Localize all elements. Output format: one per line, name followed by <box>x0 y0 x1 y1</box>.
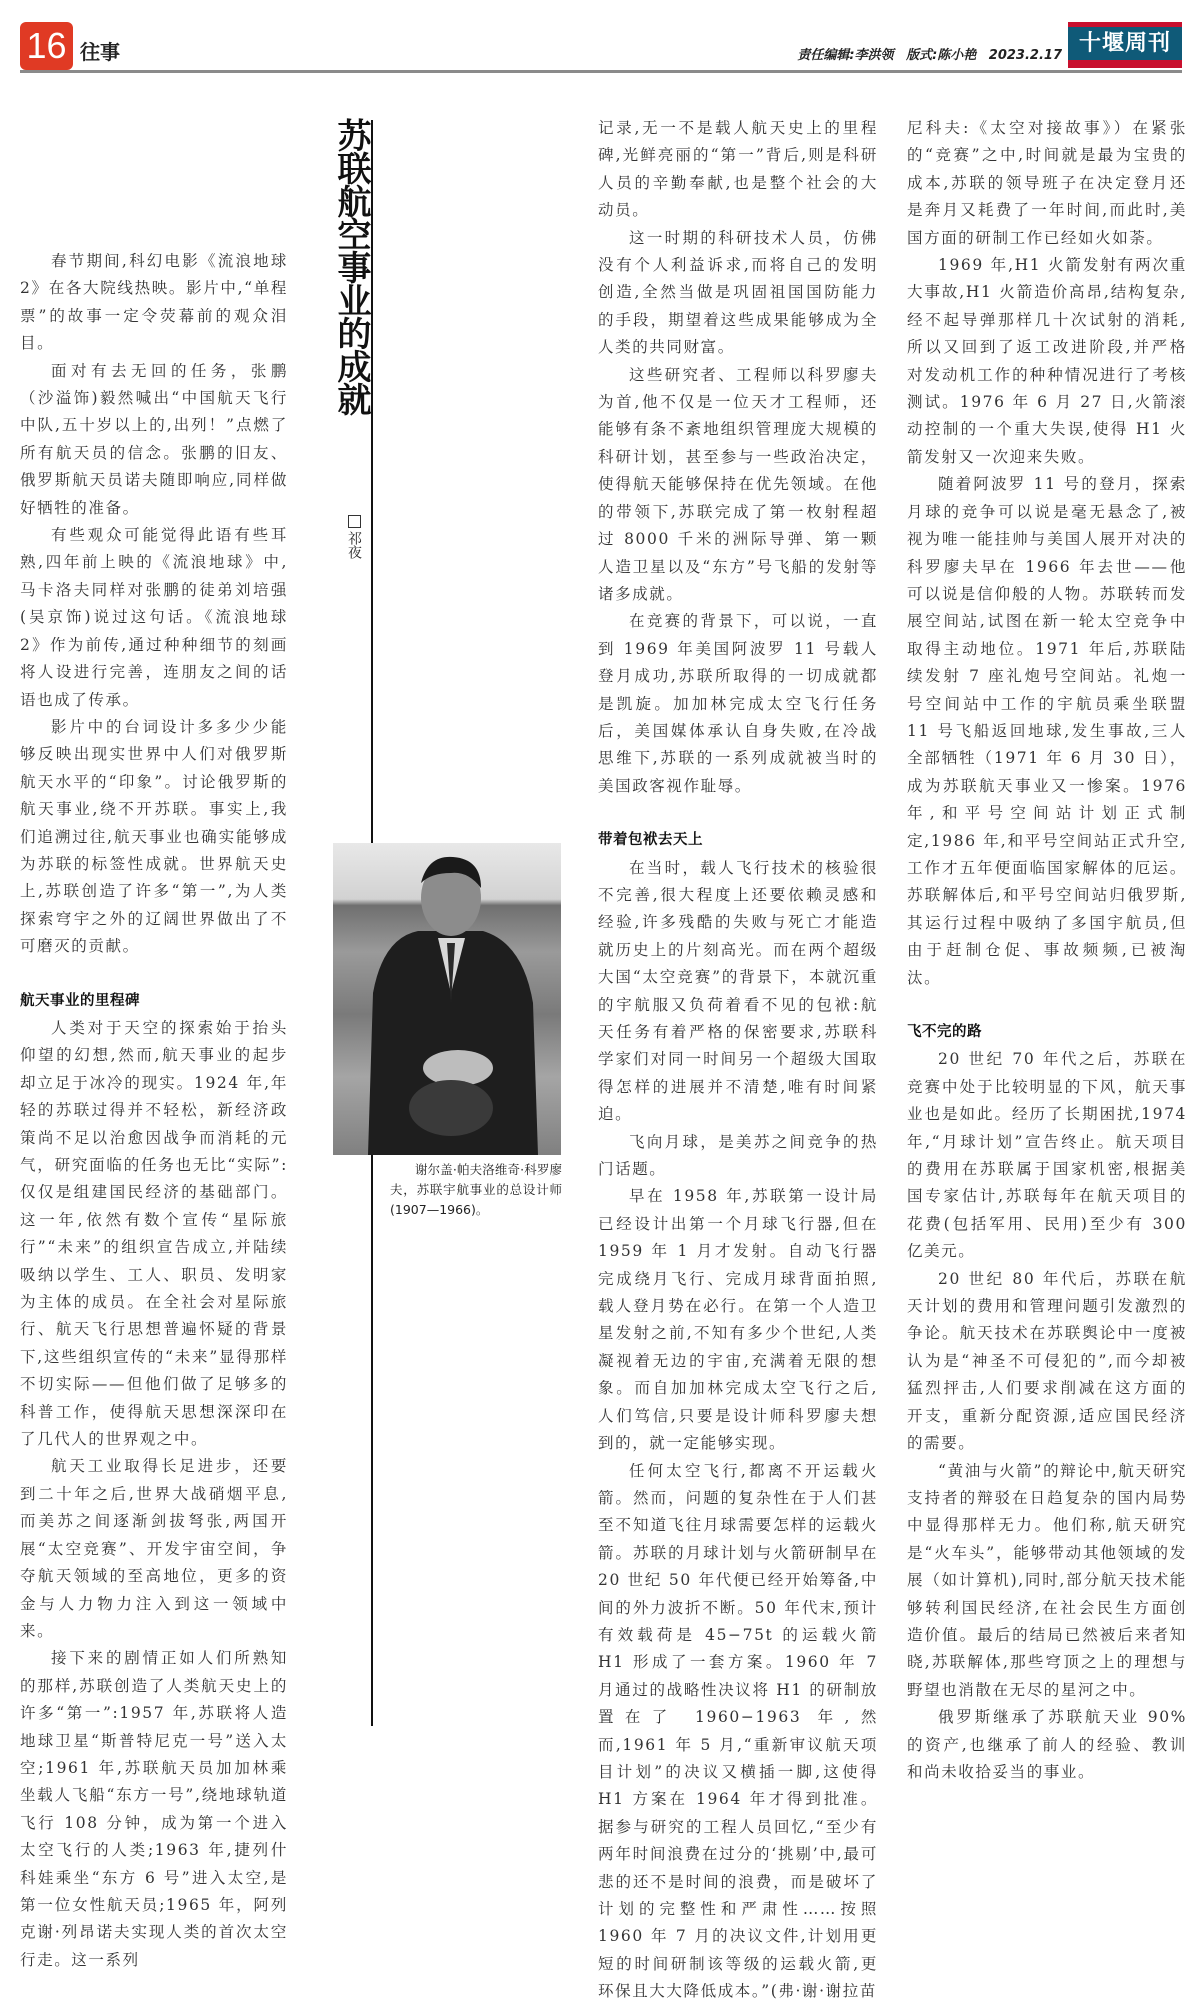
layout-credit: 版式:陈小艳 <box>906 48 977 63</box>
portrait-figure-icon <box>333 843 561 1155</box>
paragraph: 接下来的剧情正如人们所熟知的那样,苏联创造了人类航天史上的许多“第一”:1957 年,苏联将人造地球卫星“斯普特尼克一号”送入太空;1961 年,苏联航天员加加林乘坐载人飞船“东方一号”,绕地球轨道飞行 108 分钟，成为第一个进入太空飞行的人类;1963 年,捷列什科娃乘坐“东方 6 号”进入太空,是第一位女性航天员;1965 年，阿列克谢·列昂诺夫实现人类的首次太空行走。这一系列 <box>20 1649 288 1969</box>
article-column-1 <box>20 248 288 1974</box>
article-column-3 <box>907 115 1187 1786</box>
section-heading: 飞不完的路 <box>907 1024 982 1040</box>
article-column-2 <box>598 115 878 2006</box>
section-heading: 航天事业的里程碑 <box>20 992 140 1009</box>
page-number-badge: 16 <box>20 22 73 70</box>
paragraph: 20 世纪 80 年代后，苏联在航天计划的费用和管理问题引发激烈的争论。航天技术在苏联舆论中一度被认为是“神圣不可侵犯的”,而今却被猛烈抨击,人们要求削减在这方面的开支，重新分配资源,适应国民经济的需要。 <box>907 1269 1187 1453</box>
paragraph: 影片中的台词设计多多少少能够反映出现实世界中人们对俄罗斯航天水平的“印象”。讨论俄罗斯的航天事业,绕不开苏联。事实上,我们追溯过往,航天事业也确实能够成为苏联的标签性成就。世界航天史上,苏联创造了许多“第一”,为人类探索穹宇之外的辽阔世界做出了不可磨灭的贡献。 <box>20 717 288 956</box>
paragraph: 1969 年,H1 火箭发射有两次重大事故,H1 火箭造价高昂,结构复杂,经不起导弹那样几十次试射的消耗,所以又回到了返工改进阶段,并严格对发动机工作的种种情况进行了考核测试。1976 年 6 月 27 日,火箭滚动控制的一个重大失误,使得 H1 火箭发射又一次迎来失败。 <box>907 256 1187 466</box>
photo-caption: 谢尔盖·帕夫洛维奇·科罗廖夫，苏联宇航事业的总设计师(1907—1966)。 <box>390 1162 562 1217</box>
paragraph: 在竞赛的背景下，可以说，一直到 1969 年美国阿波罗 11 号载人登月成功,苏联所取得的一切成就都是凯旋。加加林完成太空飞行任务后，美国媒体承认自身失败,在冷战思维下,苏联的一系列成就被当时的美国政客视作耻辱。 <box>598 612 878 795</box>
masthead-logo-text: 十堰周刊 <box>1068 27 1182 60</box>
paragraph: 任何太空飞行,都离不开运载火箭。然而，问题的复杂性在于人们甚至不知道飞往月球需要怎样的运载火箭。苏联的月球计划与火箭研制早在 20 世纪 50 年代便已经开始筹备,中间的外力波折不断。50 年代末,预计有效载荷是 45−75t 的运载火箭 H1 形成了一套方案。1960 年 7 月通过的战略性决议将 H1 的研制放置在了 1960−1963 年,然而,1961 年 5 月,“重新审议航天项目计划”的决议又横插一脚,这使得 H1 方案在 1964 年才得到批准。据参与研究的工程人员回忆,“至少有两年时间浪费在过分的‘挑剔’中,最可悲的还不是时间的浪费，而是破坏了计划的完整性和严肃性……按照 1960 年 7 月的决议文件,计划用更短的时间研制该等级的运载火箭,更环保且大大降低成本。”(弗·谢·谢拉苗 <box>598 1461 878 2001</box>
paragraph: 航天工业取得长足进步，还要到二十年之后,世界大战硝烟平息,而美苏之间逐渐剑拔弩张,两国开展“太空竞赛”、开发宇宙空间，争夺航天领域的至高地位，更多的资金与人力物力注入到这一领域中来。 <box>20 1457 288 1640</box>
paragraph: 这一时期的科研技术人员，仿佛没有个人利益诉求,而将自己的发明创造,全然当做是巩固祖国国防能力的手段，期望着这些成果能够成为全人类的共同财富。 <box>598 228 878 357</box>
header-divider <box>20 70 1182 73</box>
issue-date: 2023.2.17 <box>988 48 1062 63</box>
paragraph-continued: 尼科夫:《太空对接故事》）在紧张的“竞赛”之中,时间就是最为宝贵的成本,苏联的领导班子在决定登月还是奔月又耗费了一年时间,而此时,美国方面的研制工作已经如火如荼。 <box>907 119 1187 247</box>
portrait-photo <box>333 843 561 1155</box>
paragraph: 有些观众可能觉得此语有些耳熟,四年前上映的《流浪地球》中,马卡洛夫同样对张鹏的徒弟刘培强(吴京饰)说过这句话。《流浪地球 2》作为前传,通过种种细节的刻画将人设进行完善，连朋友之间的话语也成了传承。 <box>20 526 288 709</box>
paragraph: 俄罗斯继承了苏联航天业 90%的资产,也继承了前人的经验、教训和尚未收拾妥当的事业。 <box>907 1708 1187 1781</box>
byline-box-icon <box>348 515 361 528</box>
paragraph: 随着阿波罗 11 号的登月，探索月球的竞争可以说是毫无悬念了,被视为唯一能挂帅与美国人展开对决的科罗廖夫早在 1966 年去世——他可以说是信仰般的人物。苏联转而发展空间站,试图在新一轮太空竞争中取得主动地位。1971 年后,苏联陆续发射 7 座礼炮号空间站。礼炮一号空间站中工作的宇航员乘坐联盟 11 号飞船返回地球,发生事故,三人全部牺牲（1971 年 6 月 30 日），成为苏联航天事业又一惨案。1976 年,和平号空间站计划正式制定,1986 年,和平号空间站正式升空,工作才五年便面临国家解体的厄运。苏联解体后,和平号空间站归俄罗斯,其运行过程中吸纳了多国宇航员,但由于赶制仓促、事故频频,已被淘汰。 <box>907 475 1187 987</box>
editor-credit: 责任编辑:李洪领 <box>797 48 894 63</box>
byline <box>342 515 362 559</box>
paragraph: 春节期间,科幻电影《流浪地球 2》在各大院线热映。影片中,“单程票”的故事一定令荧幕前的观众泪目。 <box>20 252 288 353</box>
section-heading: 带着包袱去天上 <box>598 832 703 849</box>
paragraph: 早在 1958 年,苏联第一设计局已经设计出第一个月球飞行器,但在 1959 年 1 月才发射。自动飞行器完成绕月飞行、完成月球背面拍照,载人登月势在必行。在第一个人造卫星发射之前,不知有多少个世纪,人类凝视着无边的宇宙,充满着无限的想象。而自加加林完成太空飞行之后,人们笃信,只要是设计师科罗廖夫想到的，就一定能够实现。 <box>598 1187 878 1453</box>
paragraph: 面对有去无回的任务，张鹏（沙溢饰)毅然喊出“中国航天飞行中队,五十岁以上的,出列！”点燃了所有航天员的信念。张鹏的旧友、俄罗斯航天员诺夫随即响应,同样做好牺牲的准备。 <box>20 361 288 517</box>
author-name: 祁夜 <box>346 531 362 559</box>
editor-credits <box>789 44 1062 63</box>
section-name: 往事 <box>80 40 120 64</box>
article-title: 苏联航空事业的成就 <box>331 118 371 415</box>
paragraph-continued: 记录,无一不是载人航天史上的里程碑,光鲜亮丽的“第一”背后,则是科研人员的辛勤奉献,也是整个社会的大动员。 <box>598 119 878 220</box>
paragraph: “黄油与火箭”的辩论中,航天研究支持者的辩驳在日趋复杂的国内局势中显得那样无力。他们称,航天研究是“火车头”，能够带动其他领域的发展（如计算机),同时,部分航天技术能够转利国民经济,在社会民生方面创造价值。最后的结局已然被后来者知晓,苏联解体,那些穹顶之上的理想与野望也消散在无尽的星河之中。 <box>907 1461 1187 1699</box>
paragraph: 飞向月球，是美苏之间竞争的热门话题。 <box>598 1132 878 1179</box>
paragraph: 人类对于天空的探索始于抬头仰望的幻想,然而,航天事业的起步却立足于冰冷的现实。1924 年,年轻的苏联过得并不轻松，新经济政策尚不足以治愈因战争而消耗的元气，研究面临的任务也无比“实际”:仅仅是组建国民经济的基础部门。这一年,依然有数个宣传“星际旅行”“未来”的组织宣告成立,并陆续吸纳以学生、工人、职员、发明家为主体的成员。在全社会对星际旅行、航天飞行思想普遍怀疑的背景下,这些组织宣传的“未来”显得那样不切实际——但他们做了足够多的科普工作，使得航天思想深深印在了几代人的世界观之中。 <box>20 1018 288 1449</box>
paragraph: 在当时，载人飞行技术的核验很不完善,很大程度上还要依赖灵感和经验,许多残酷的失败与死亡才能造就历史上的片刻高光。而在两个超级大国“太空竞赛”的背景下，本就沉重的宇航服又负荷着看不见的包袱:航天任务有着严格的保密要求,苏联科学家们对同一时间另一个超级大国取得怎样的进展并不清楚,唯有时间紧迫。 <box>598 858 878 1124</box>
masthead-logo <box>1068 22 1182 68</box>
paragraph: 这些研究者、工程师以科罗廖夫为首,他不仅是一位天才工程师，还能够有条不紊地组织管理庞大规模的科研计划，甚至参与一些政治决定，使得航天能够保持在优先领域。在他的带领下,苏联完成了第一枚射程超过 8000 千米的洲际导弹、第一颗人造卫星以及“东方”号飞船的发射等诸多成就。 <box>598 365 878 603</box>
paragraph: 20 世纪 70 年代之后，苏联在竞赛中处于比较明显的下风，航天事业也是如此。经历了长期困扰,1974 年,“月球计划”宣告终止。航天项目的费用在苏联属于国家机密,根据美国专家估计,苏联每年在航天项目的花费(包括军用、民用)至少有 300 亿美元。 <box>907 1050 1187 1261</box>
